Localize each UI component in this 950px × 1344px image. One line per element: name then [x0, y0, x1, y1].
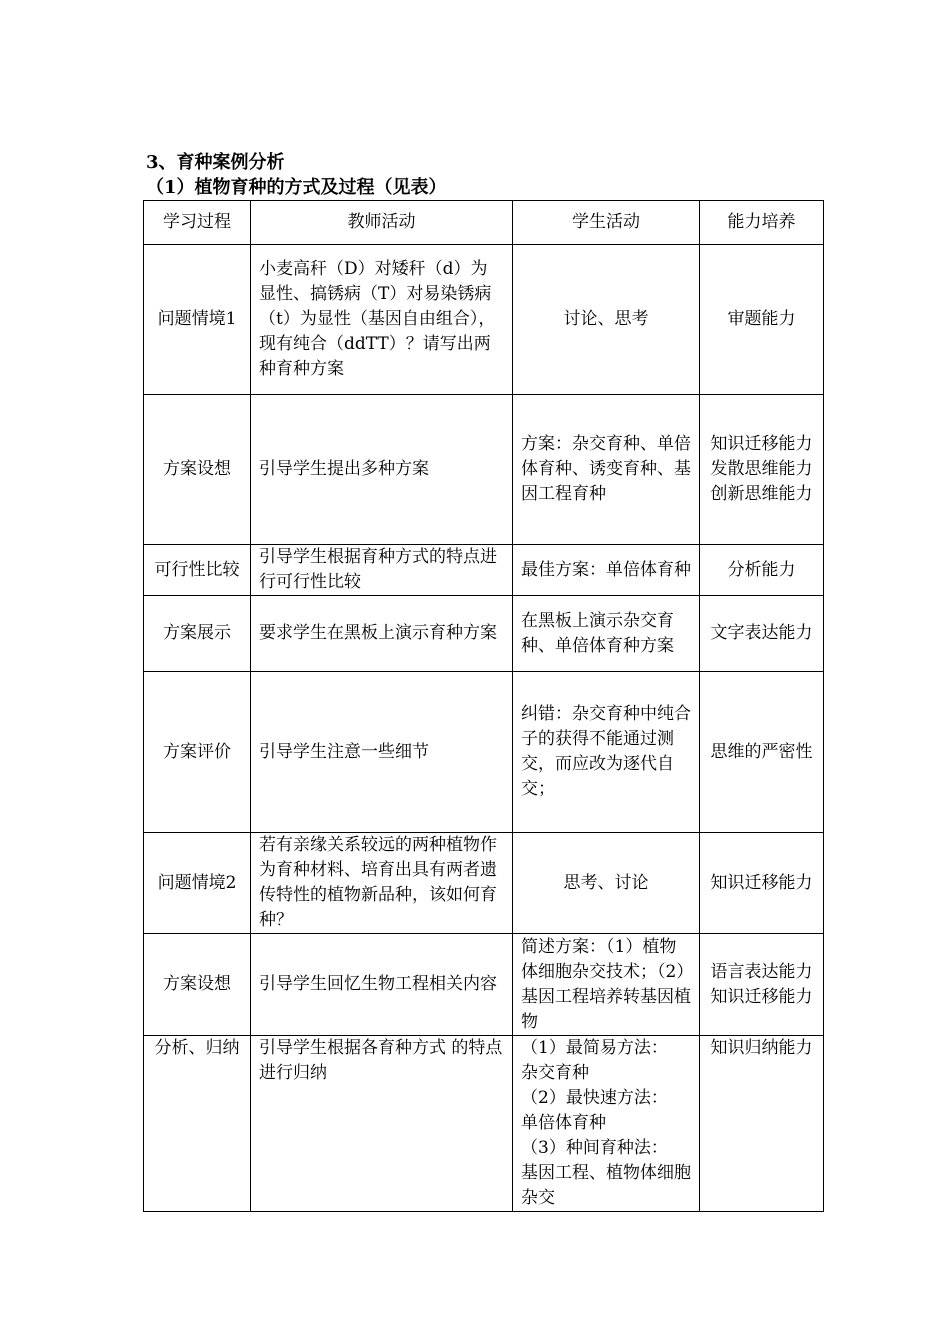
ability-line: 分析能力 — [727, 559, 796, 580]
cell-process: 可行性比较 — [144, 545, 251, 596]
cell-student: 最佳方案：单倍体育种 — [513, 545, 700, 596]
ability-line: 思维的严密性 — [710, 741, 813, 762]
cell-student — [513, 1036, 700, 1212]
cell-ability — [700, 596, 824, 672]
student-line: （3）种间育种法： — [521, 1138, 668, 1158]
section-title: 3、育种案例分析 — [146, 152, 285, 173]
cell-ability — [700, 245, 824, 395]
cell-student: 纠错：杂交育种中纯合子的获得不能通过测交，而应改为逐代自交； — [513, 672, 700, 833]
cell-ability — [700, 1036, 824, 1212]
cell-process: 方案设想 — [144, 395, 251, 545]
table-row — [144, 934, 824, 1036]
cell-teacher: 引导学生回忆生物工程相关内容 — [251, 934, 513, 1036]
cell-student: 方案：杂交育种、单倍体育种、诱变育种、基因工程育种 — [513, 395, 700, 545]
ability-line: 知识迁移能力 — [710, 434, 813, 454]
student-line: 单倍体育种 — [521, 1113, 606, 1133]
cell-ability — [700, 395, 824, 545]
ability-line: 知识迁移能力 — [710, 872, 813, 893]
cell-teacher: 若有亲缘关系较远的两种植物作为育种材料、培育出具有两者遗传特性的植物新品种，该如何育种？ — [251, 833, 513, 934]
cell-teacher: 引导学生根据各育种方式 的特点进行归纳 — [251, 1036, 513, 1212]
cell-student: 讨论、思考 — [513, 245, 700, 395]
cell-ability — [700, 672, 824, 833]
cell-ability — [700, 934, 824, 1036]
cell-process: 方案展示 — [144, 596, 251, 672]
cell-teacher: 引导学生提出多种方案 — [251, 395, 513, 545]
subsection-title: （1）植物育种的方式及过程（见表） — [146, 177, 447, 198]
breeding-process-table — [143, 200, 824, 1212]
ability-line: 文字表达能力 — [710, 623, 813, 643]
cell-teacher: 引导学生根据育种方式的特点进行可行性比较 — [251, 545, 513, 596]
ability-line: 发散思维能力 — [710, 459, 813, 479]
cell-process: 方案评价 — [144, 672, 251, 833]
cell-student: 思考、讨论 — [513, 833, 700, 934]
table-row — [144, 245, 824, 395]
table-header-row — [144, 201, 824, 245]
header-student-activity: 学生活动 — [513, 201, 700, 245]
cell-student: 简述方案：（1）植物体细胞杂交技术；（2）基因工程培养转基因植物 — [513, 934, 700, 1036]
cell-ability — [700, 545, 824, 596]
cell-process: 方案设想 — [144, 934, 251, 1036]
cell-teacher: 引导学生注意一些细节 — [251, 672, 513, 833]
table-row — [144, 545, 824, 596]
header-teacher-activity: 教师活动 — [251, 201, 513, 245]
student-line: （1）最简易方法： — [521, 1038, 668, 1058]
ability-line: 知识迁移能力 — [710, 986, 813, 1007]
cell-student: 在黑板上演示杂交育种、单倍体育种方案 — [513, 596, 700, 672]
cell-process: 问题情境1 — [144, 245, 251, 395]
cell-teacher: 要求学生在黑板上演示育种方案 — [251, 596, 513, 672]
ability-line: 知识归纳能力 — [710, 1038, 813, 1058]
student-line: （2）最快速方法： — [521, 1088, 668, 1108]
table-row — [144, 1036, 824, 1212]
cell-process: 分析、归纳 — [144, 1036, 251, 1212]
ability-line: 语言表达能力 — [710, 961, 813, 982]
student-line: 基因工程、植物体细胞杂交 — [521, 1163, 691, 1208]
cell-teacher: 小麦高秆（D）对矮秆（d）为显性、搞锈病（T）对易染锈病（t）为显性（基因自由组合），现有纯合（ddTT）？请写出两种育种方案 — [251, 245, 513, 395]
cell-process: 问题情境2 — [144, 833, 251, 934]
table-row — [144, 395, 824, 545]
ability-line: 创新思维能力 — [710, 484, 813, 504]
student-line: 杂交育种 — [521, 1063, 589, 1083]
table-row — [144, 833, 824, 934]
header-learning-process: 学习过程 — [144, 201, 251, 245]
table-row — [144, 596, 824, 672]
ability-line: 审题能力 — [727, 309, 796, 329]
table-row — [144, 672, 824, 833]
header-ability-training: 能力培养 — [700, 201, 824, 245]
cell-ability — [700, 833, 824, 934]
